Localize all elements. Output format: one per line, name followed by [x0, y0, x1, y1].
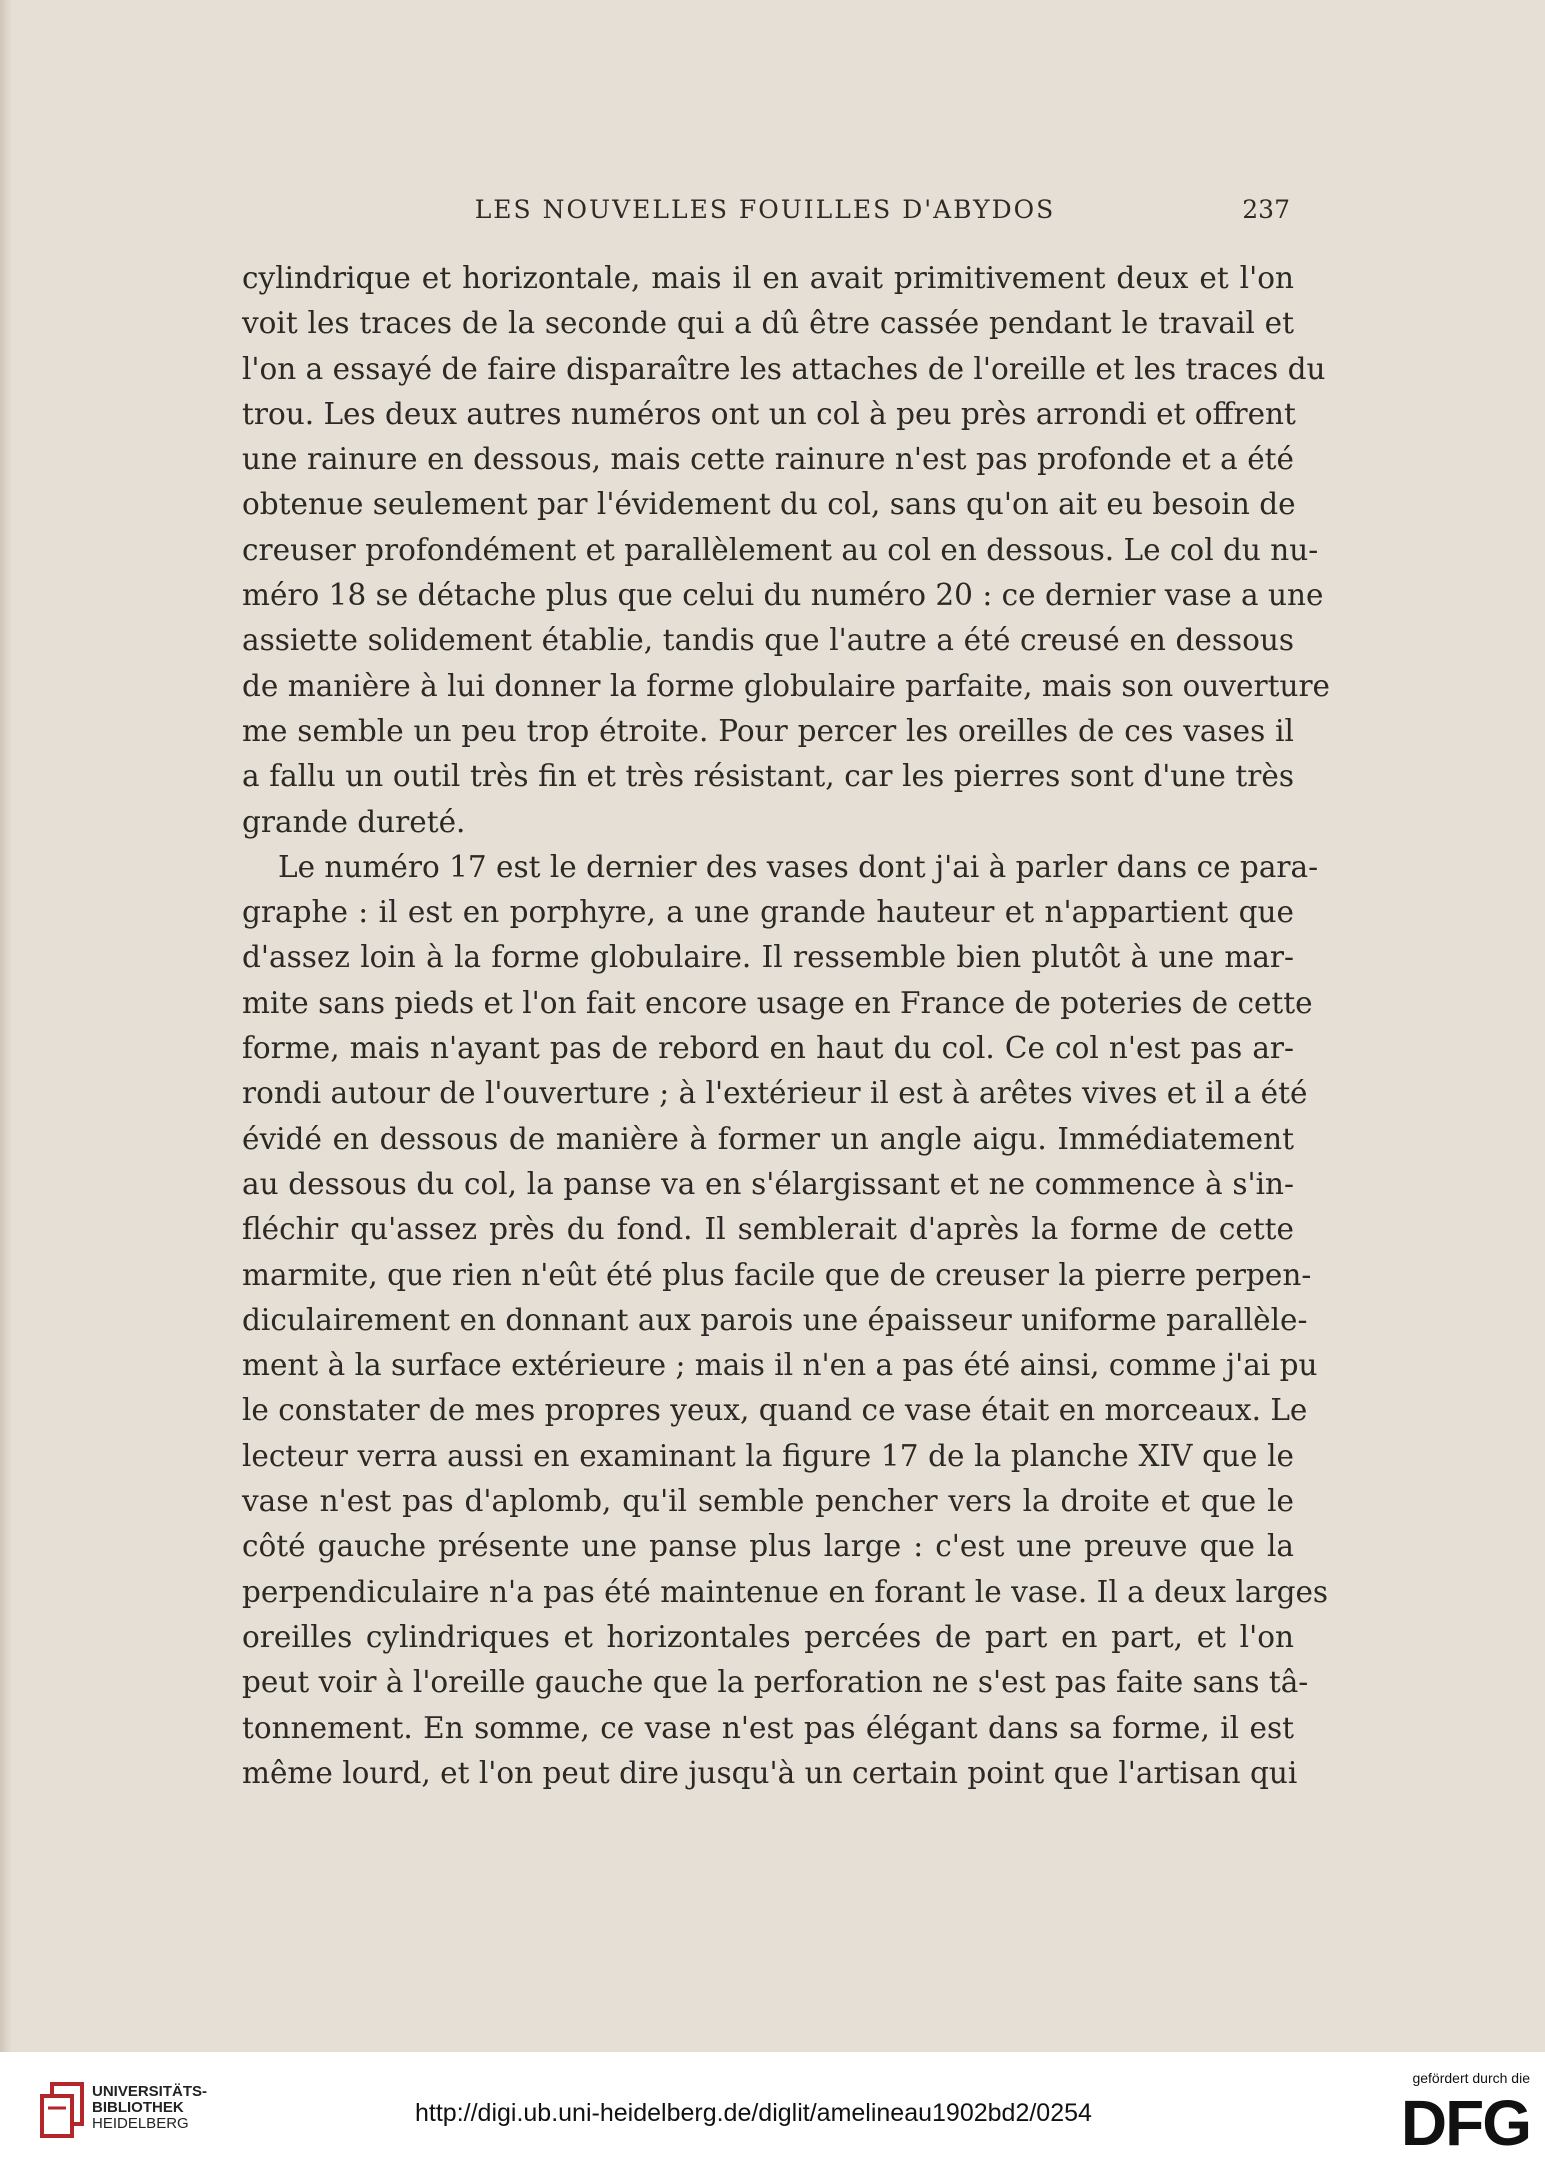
running-head: [240, 185, 1290, 235]
library-name-line: HEIDELBERG: [92, 2115, 189, 2132]
text-line: obtenue seulement par l'évidement du col, sans qu'on ait eu besoin de: [242, 487, 1296, 522]
text-line: vase n'est pas d'aplomb, qu'il semble pencher vers la droite et que le: [242, 1484, 1294, 1519]
text-line: rondi autour de l'ouverture ; à l'extérieur il est à arêtes vives et il a été: [242, 1076, 1308, 1111]
text-line: trou. Les deux autres numéros ont un col à peu près arrondi et offrent: [242, 396, 1296, 431]
running-title: LES NOUVELLES FOUILLES D'ABYDOS: [474, 195, 1056, 224]
text-line: grande dureté.: [242, 804, 466, 839]
text-line: côté gauche présente une panse plus large : c'est une preuve que la: [242, 1529, 1294, 1564]
text-line: fléchir qu'assez près du fond. Il semblerait d'après la forme de cette: [242, 1212, 1294, 1247]
funder-block: [1385, 2070, 1530, 2159]
text-line: mite sans pieds et l'on fait encore usage en France de poteries de cette: [242, 985, 1313, 1020]
funder-label: gefördert durch die: [1412, 2070, 1530, 2086]
text-line: tonnement. En somme, ce vase n'est pas élégant dans sa forme, il est: [242, 1710, 1294, 1745]
text-line: peut voir à l'oreille gauche que la perforation ne s'est pas faite sans tâ-: [242, 1665, 1309, 1700]
text-line: voit les traces de la seconde qui a dû être cassée pendant le travail et: [242, 306, 1294, 341]
dfg-logo: DFG: [1400, 2087, 1530, 2159]
text-line: a fallu un outil très fin et très résistant, car les pierres sont d'une très: [242, 759, 1294, 794]
text-line: méro 18 se détache plus que celui du numéro 20 : ce dernier vase a une: [242, 578, 1324, 613]
text-line: marmite, que rien n'eût été plus facile que de creuser la pierre perpen-: [242, 1257, 1312, 1292]
text-line: assiette solidement établie, tandis que l'autre a été creusé en dessous: [242, 623, 1294, 658]
text-line: Le numéro 17 est le dernier des vases dont j'ai à parler dans ce para-: [278, 849, 1319, 884]
text-line: d'assez loin à la forme globulaire. Il ressemble bien plutôt à une mar-: [242, 940, 1294, 975]
text-line: ment à la surface extérieure ; mais il n'en a pas été ainsi, comme j'ai pu: [242, 1348, 1318, 1383]
text-line: une rainure en dessous, mais cette rainure n'est pas profonde et a été: [242, 442, 1294, 477]
page-edge: [0, 0, 12, 2052]
text-line: oreilles cylindriques et horizontales percées de part en part, et l'on: [242, 1619, 1294, 1654]
library-name-line: BIBLIOTHEK: [92, 2099, 184, 2116]
text-line: lecteur verra aussi en examinant la figure 17 de la planche XIV que le: [242, 1438, 1294, 1473]
text-line: diculairement en donnant aux parois une épaisseur uniforme parallèle-: [242, 1302, 1308, 1337]
text-line: de manière à lui donner la forme globulaire parfaite, mais son ouverture: [242, 668, 1331, 703]
text-line: creuser profondément et parallèlement au col en dessous. Le col du nu-: [242, 532, 1319, 567]
text-line: forme, mais n'ayant pas de rebord en haut du col. Ce col n'est pas ar-: [242, 1031, 1294, 1066]
text-line: même lourd, et l'on peut dire jusqu'à un certain point que l'artisan qui: [242, 1755, 1298, 1790]
page-number: 237: [1242, 195, 1290, 224]
text-line: cylindrique et horizontale, mais il en avait primitivement deux et l'on: [242, 261, 1294, 295]
library-logo-icon: [38, 2078, 88, 2138]
footer-bar: [0, 2052, 1545, 2169]
library-name: [92, 2084, 207, 2132]
text-line: perpendiculaire n'a pas été maintenue en forant le vase. Il a deux larges: [242, 1574, 1329, 1609]
text-line: évidé en dessous de manière à former un angle aigu. Immédiatement: [242, 1121, 1294, 1156]
text-line: l'on a essayé de faire disparaître les attaches de l'oreille et les traces du: [242, 351, 1326, 386]
text-line: me semble un peu trop étroite. Pour percer les oreilles de ces vases il: [242, 713, 1294, 748]
text-line: au dessous du col, la panse va en s'élargissant et ne commence à s'in-: [242, 1166, 1294, 1201]
library-name-line: UNIVERSITÄTS-: [92, 2083, 208, 2100]
body-text: [242, 256, 1331, 1796]
permalink-url[interactable]: http://digi.ub.uni-heidelberg.de/diglit/amelineau1902bd2/0254: [415, 2099, 1092, 2127]
text-line: le constater de mes propres yeux, quand ce vase était en morceaux. Le: [242, 1393, 1308, 1428]
text-line: graphe : il est en porphyre, a une grande hauteur et n'appartient que: [242, 895, 1294, 930]
